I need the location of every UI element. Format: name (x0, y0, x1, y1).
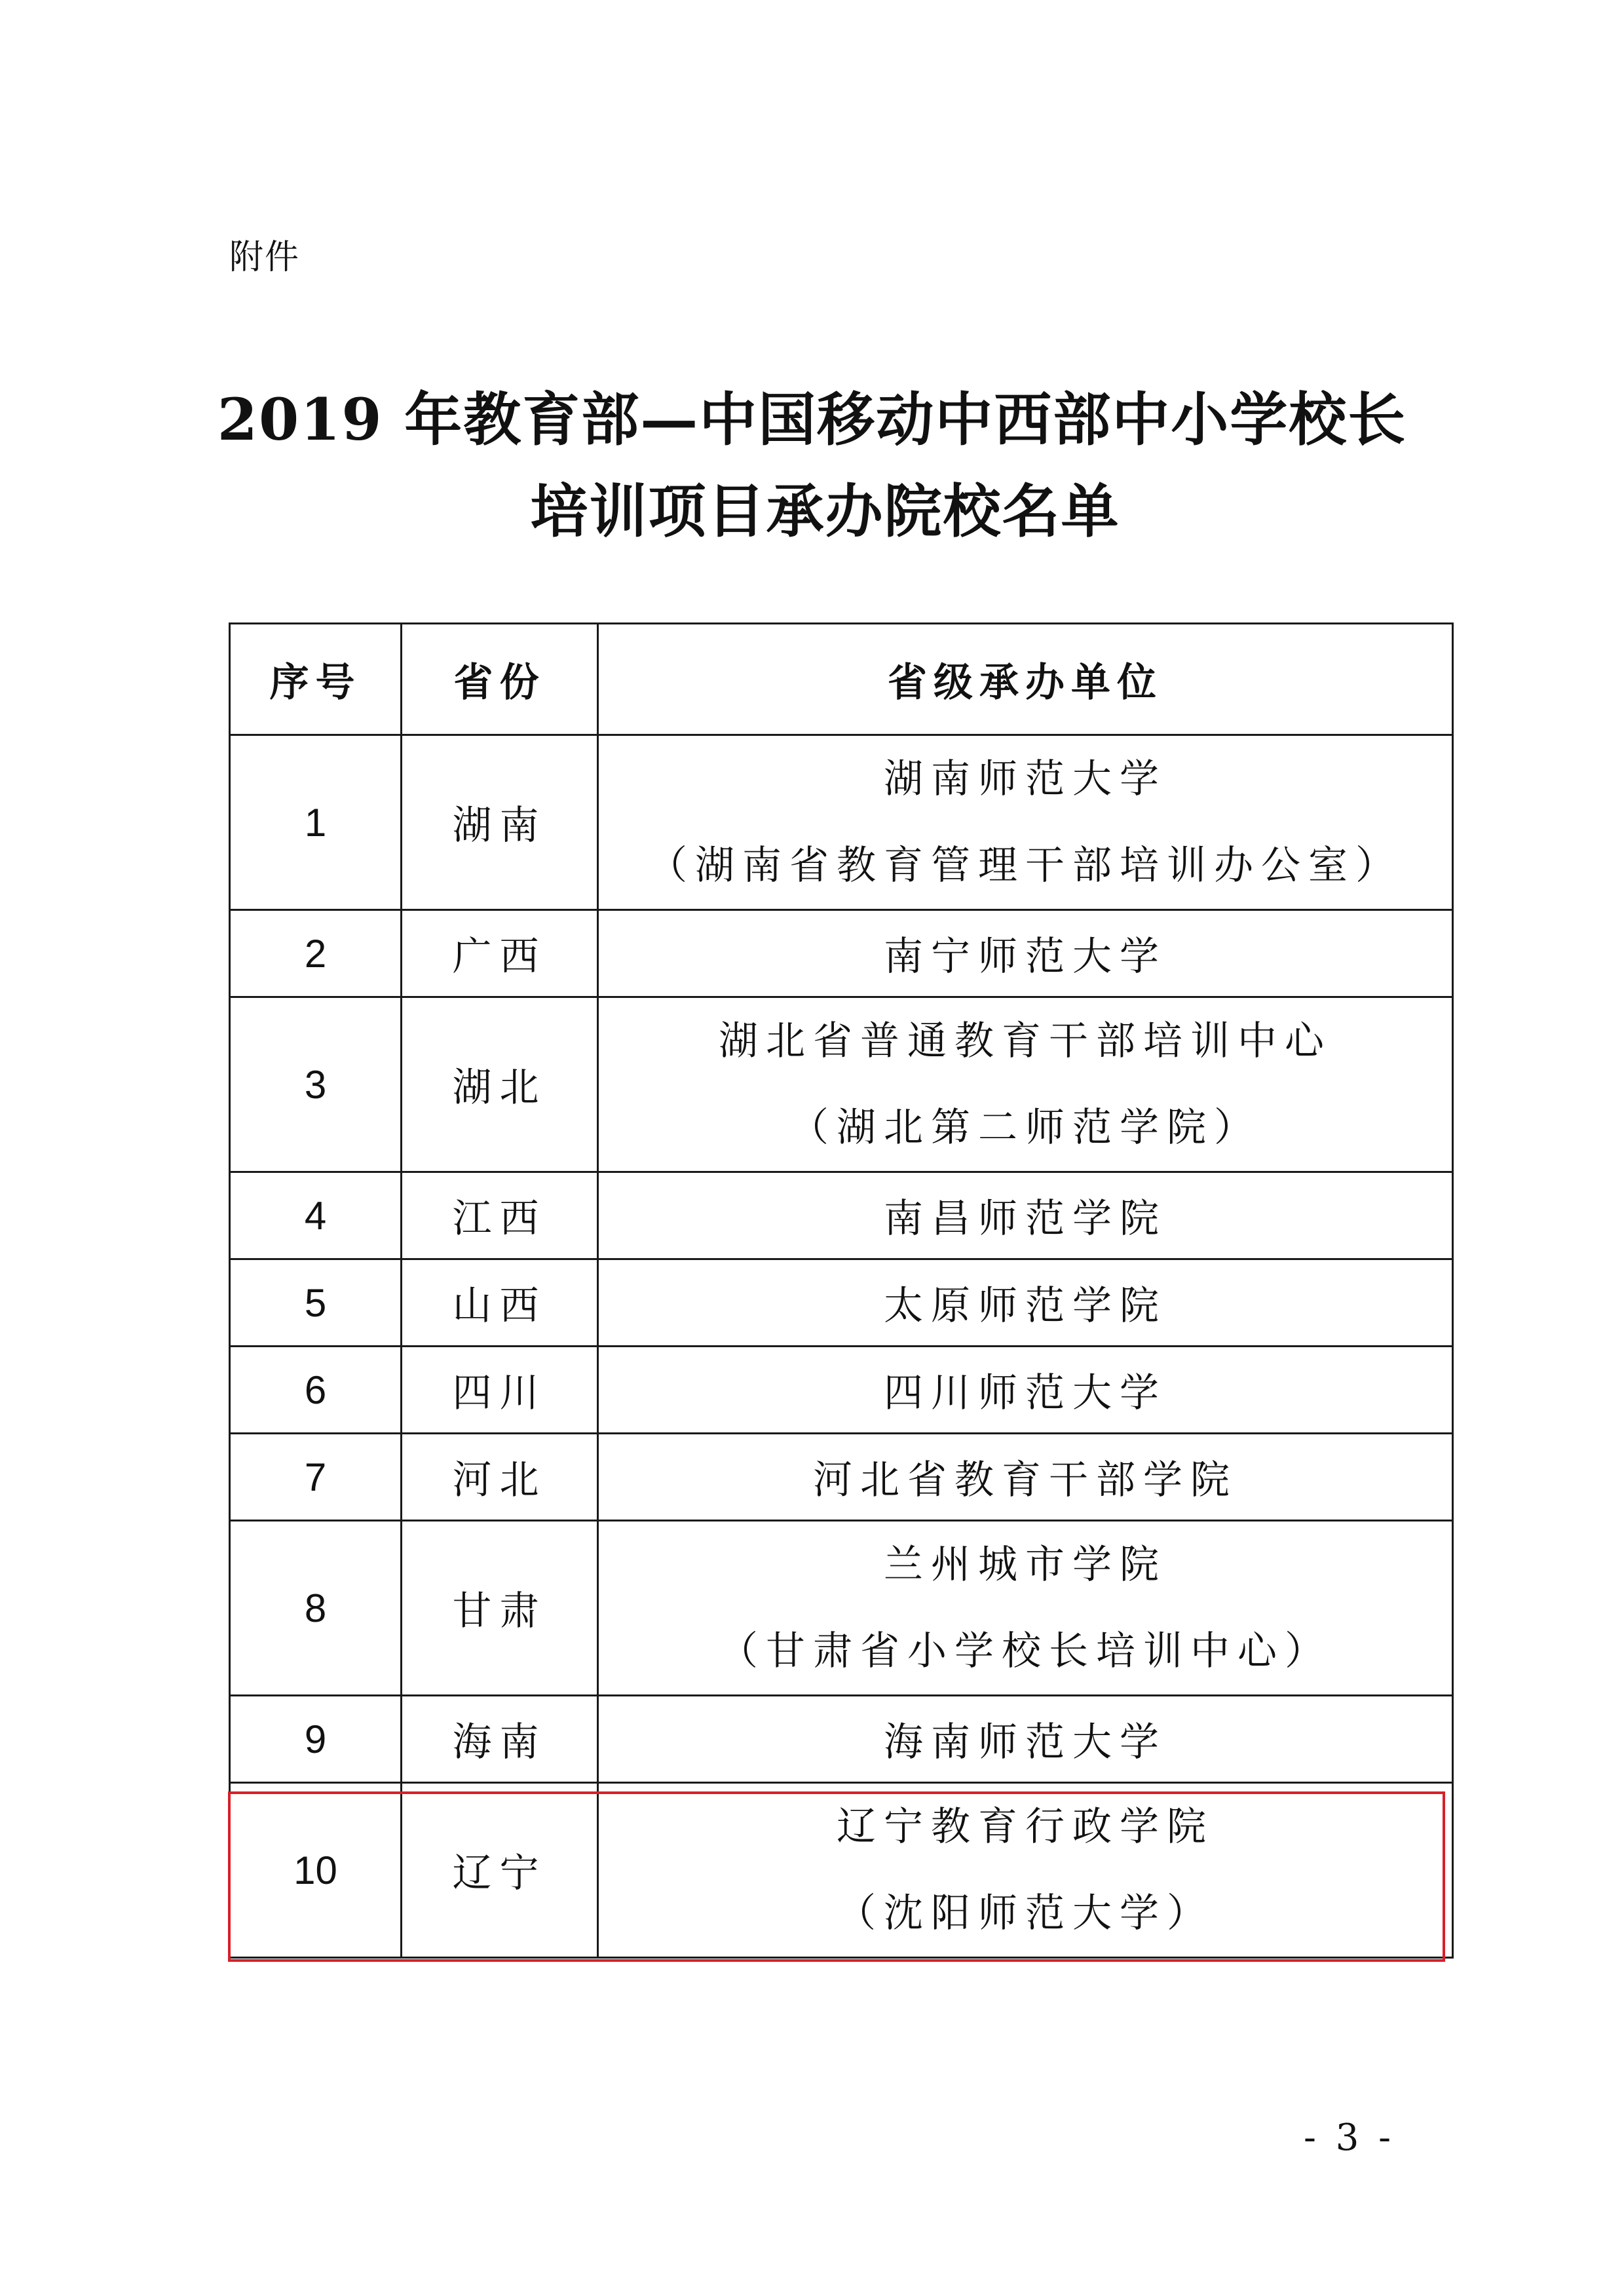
header-serial-number: 序号 (230, 624, 402, 735)
row-province: 四川 (402, 1347, 598, 1434)
row-province: 辽宁 (402, 1783, 598, 1958)
row-number: 8 (230, 1521, 402, 1696)
row-province: 湖北 (402, 997, 598, 1172)
table-header-row (230, 624, 1453, 735)
row-number: 3 (230, 997, 402, 1172)
row-host-unit (598, 735, 1453, 910)
row-host-unit (598, 997, 1453, 1172)
header-province: 省份 (402, 624, 598, 735)
row-host-unit: 太原师范学院 (598, 1259, 1453, 1347)
host-unit-name: 湖南师范大学 (884, 756, 1167, 802)
row-province: 湖南 (402, 735, 598, 910)
schools-table (229, 622, 1454, 1959)
table-row (230, 910, 1453, 997)
row-number: 2 (230, 910, 402, 997)
table-row-highlighted (230, 1783, 1453, 1958)
host-unit-note: （湖北第二师范学院） (789, 1105, 1261, 1151)
host-unit-name: 湖北省普通教育干部培训中心 (719, 1018, 1332, 1064)
title-line-1: 2019 年教育部—中国移动中西部中小学校长 (217, 385, 1407, 453)
row-number: 9 (230, 1696, 402, 1783)
row-host-unit (598, 1521, 1453, 1696)
row-province: 山西 (402, 1259, 598, 1347)
row-host-unit: 南宁师范大学 (598, 910, 1453, 997)
row-province: 广西 (402, 910, 598, 997)
table-row (230, 1696, 1453, 1783)
row-province: 甘肃 (402, 1521, 598, 1696)
row-province: 海南 (402, 1696, 598, 1783)
row-number: 10 (230, 1783, 402, 1958)
annex-label: 附件 (229, 238, 301, 277)
header-host-unit: 省级承办单位 (598, 624, 1453, 735)
row-host-unit (598, 1783, 1453, 1958)
row-number: 1 (230, 735, 402, 910)
table-row (230, 997, 1453, 1172)
host-unit-name: 兰州城市学院 (884, 1542, 1167, 1588)
host-unit-name: 辽宁教育行政学院 (837, 1804, 1214, 1850)
row-host-unit: 四川师范大学 (598, 1347, 1453, 1434)
row-host-unit: 海南师范大学 (598, 1696, 1453, 1783)
row-province: 河北 (402, 1434, 598, 1521)
host-unit-note: （湖南省教育管理干部培训办公室） (648, 843, 1403, 889)
document-title (0, 373, 1624, 557)
table-row (230, 1347, 1453, 1434)
title-line-2: 培训项目承办院校名单 (530, 477, 1120, 545)
row-host-unit: 河北省教育干部学院 (598, 1434, 1453, 1521)
table-row (230, 1259, 1453, 1347)
table-row (230, 1521, 1453, 1696)
table-row (230, 735, 1453, 910)
table-row (230, 1172, 1453, 1259)
page-number: - 3 - (1304, 2116, 1395, 2159)
row-province: 江西 (402, 1172, 598, 1259)
row-number: 4 (230, 1172, 402, 1259)
row-host-unit: 南昌师范学院 (598, 1172, 1453, 1259)
row-number: 6 (230, 1347, 402, 1434)
row-number: 7 (230, 1434, 402, 1521)
host-unit-note: （沈阳师范大学） (837, 1890, 1214, 1936)
table-row (230, 1434, 1453, 1521)
host-unit-note: （甘肃省小学校长培训中心） (719, 1628, 1332, 1674)
row-number: 5 (230, 1259, 402, 1347)
